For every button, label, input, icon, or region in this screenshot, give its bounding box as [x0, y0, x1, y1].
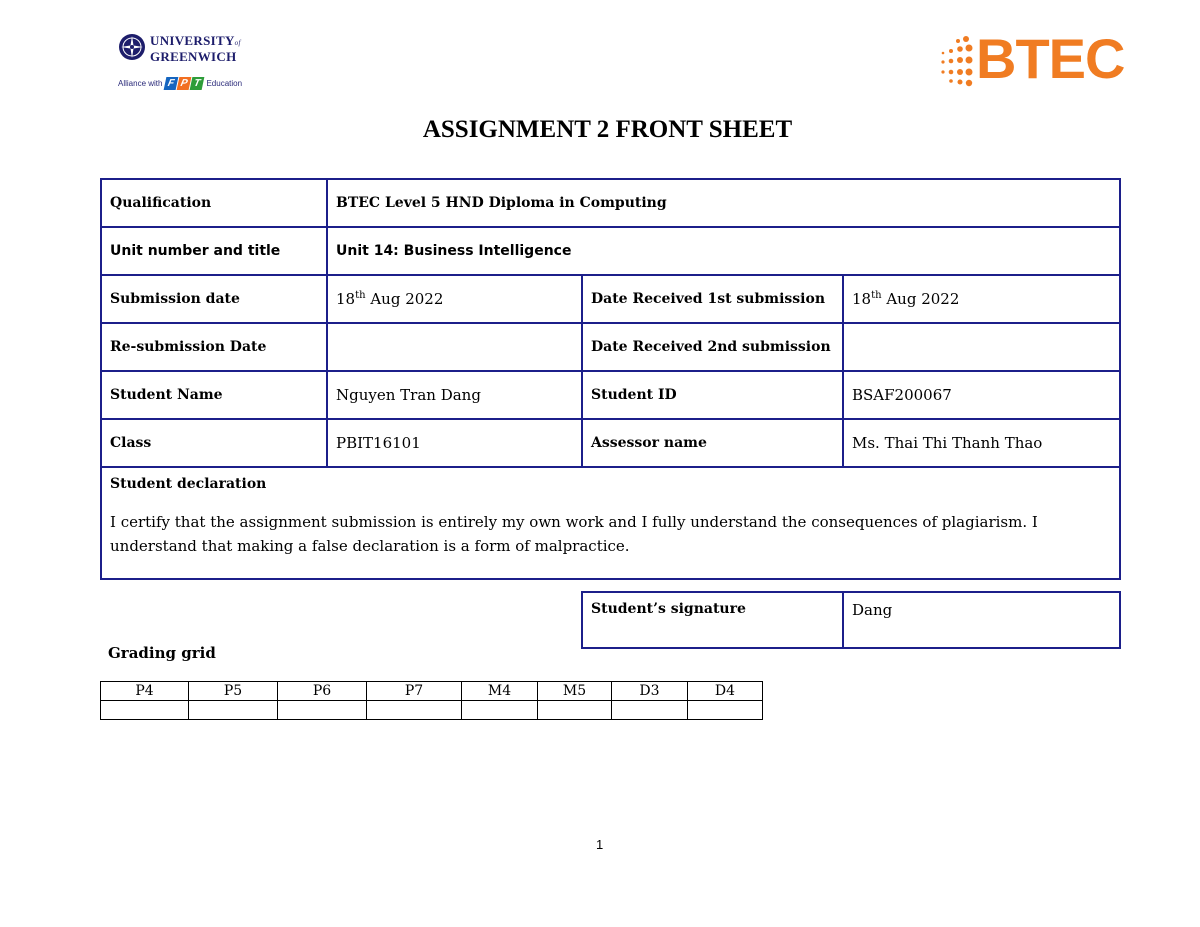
qualification-label: Qualification	[101, 179, 327, 227]
grade-d4	[688, 701, 763, 720]
greenwich-seal-icon	[118, 33, 146, 61]
university-name: UNIVERSITYof GREENWICH	[150, 33, 241, 64]
student-name-label: Student Name	[101, 371, 327, 419]
resubmission-date-label: Re-submission Date	[101, 323, 327, 371]
grade-p4	[101, 701, 189, 720]
signature-table	[581, 591, 1121, 649]
class-value: PBIT16101	[327, 419, 582, 467]
grading-header-row	[101, 682, 763, 701]
unit-value: Unit 14: Business Intelligence	[327, 227, 1120, 275]
grade-d3	[612, 701, 688, 720]
criterion-m5: M5	[538, 682, 612, 701]
criterion-m4: M4	[462, 682, 538, 701]
grading-value-row	[101, 701, 763, 720]
student-declaration	[101, 467, 1120, 579]
signature-label: Student’s signature	[582, 592, 843, 648]
criterion-p6: P6	[278, 682, 367, 701]
btec-dots-icon	[936, 33, 976, 93]
grading-grid	[100, 681, 763, 720]
table-row	[101, 323, 1120, 371]
date-received-2nd-label: Date Received 2nd submission	[582, 323, 843, 371]
criterion-p5: P5	[189, 682, 278, 701]
table-row	[101, 275, 1120, 323]
qualification-value: BTEC Level 5 HND Diploma in Computing	[327, 179, 1120, 227]
grade-m4	[462, 701, 538, 720]
criterion-d4: D4	[688, 682, 763, 701]
submission-date-label: Submission date	[101, 275, 327, 323]
table-row	[582, 592, 1120, 648]
btec-logo	[936, 27, 1126, 93]
page-number: 1	[596, 837, 604, 852]
class-label: Class	[101, 419, 327, 467]
alliance-suffix: Education	[206, 79, 243, 88]
table-row	[101, 227, 1120, 275]
student-id-value: BSAF200067	[843, 371, 1120, 419]
declaration-row	[101, 467, 1120, 579]
declaration-text: I certify that the assignment submission is entirely my own work and I fully understand the consequences of plagiarism. I understand that making a false declaration is a form of malpractice.	[110, 513, 1038, 555]
student-id-label: Student ID	[582, 371, 843, 419]
date-received-1st-label: Date Received 1st submission	[582, 275, 843, 323]
table-row	[101, 419, 1120, 467]
fpt-letter-f: F	[164, 77, 179, 90]
student-name-value: Nguyen Tran Dang	[327, 371, 582, 419]
table-row	[101, 179, 1120, 227]
signature-value: Dang	[843, 592, 1120, 648]
fpt-logo	[165, 77, 203, 90]
btec-wordmark: BTEC	[976, 27, 1125, 90]
date-received-2nd-value	[843, 323, 1120, 371]
criterion-p7: P7	[367, 682, 462, 701]
front-sheet-table	[100, 178, 1121, 580]
criterion-d3: D3	[612, 682, 688, 701]
declaration-heading: Student declaration	[110, 476, 267, 492]
submission-date-value: 18th Aug 2022	[327, 275, 582, 323]
fpt-alliance-line	[118, 77, 242, 90]
grading-grid-label: Grading grid	[108, 644, 216, 662]
grade-p7	[367, 701, 462, 720]
grade-m5	[538, 701, 612, 720]
resubmission-date-value	[327, 323, 582, 371]
university-of-greenwich-logo	[118, 33, 248, 95]
assessor-value: Ms. Thai Thi Thanh Thao	[843, 419, 1120, 467]
unit-label: Unit number and title	[101, 227, 327, 275]
fpt-letter-t: T	[190, 77, 205, 90]
criterion-p4: P4	[101, 682, 189, 701]
assessor-label: Assessor name	[582, 419, 843, 467]
grade-p6	[278, 701, 367, 720]
fpt-letter-p: P	[177, 77, 192, 90]
table-row	[101, 371, 1120, 419]
page-title: ASSIGNMENT 2 FRONT SHEET	[422, 116, 793, 143]
date-received-1st-value: 18th Aug 2022	[843, 275, 1120, 323]
alliance-prefix: Alliance with	[118, 79, 163, 88]
grade-p5	[189, 701, 278, 720]
